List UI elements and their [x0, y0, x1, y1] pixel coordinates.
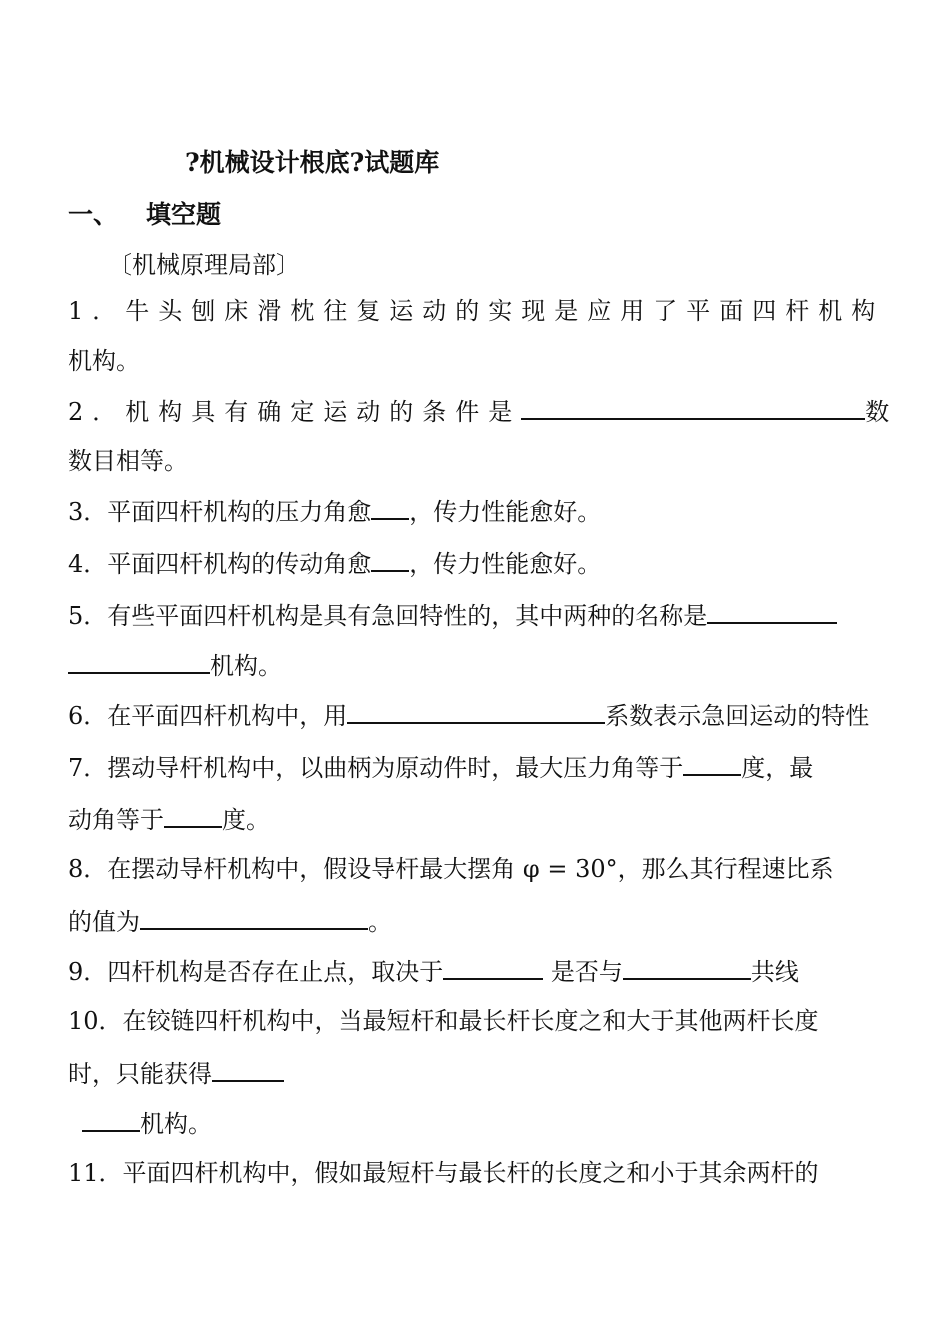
question-4-text: 4．平面四杆机构的传动角愈	[68, 550, 372, 578]
question-9-text-end: 共线	[750, 958, 799, 986]
question-9-text: 9．四杆机构是否存在止点，取决于	[68, 958, 444, 986]
document-title: ?机械设计根底?试题库	[185, 148, 440, 177]
question-9-text-mid: 是否与	[543, 958, 623, 986]
question-3	[68, 496, 601, 527]
answer-blank[interactable]	[707, 600, 837, 624]
answer-blank[interactable]	[371, 496, 409, 520]
question-3-text: 3．平面四杆机构的压力角愈	[68, 498, 372, 526]
question-5-line-1	[68, 600, 837, 631]
question-10-line-3	[82, 1108, 212, 1139]
question-8-text: 的值为	[68, 908, 140, 936]
question-8-line-1: 8．在摆动导杆机构中，假设导杆最大摆角 φ = 30°，那么其行程速比系	[68, 855, 834, 883]
question-7-text-2: 动角等于	[68, 806, 164, 834]
question-11-line-1: 11．平面四杆机构中，假如最短杆与最长杆的长度之和小于其余两杆的	[68, 1159, 819, 1187]
section-heading	[68, 195, 221, 231]
question-8-text-end: 。	[368, 908, 392, 936]
answer-blank[interactable]	[164, 804, 222, 828]
answer-blank[interactable]	[82, 1108, 140, 1132]
question-9	[68, 956, 799, 987]
question-6-text-end: 系数表示急回运动的特性	[605, 702, 870, 730]
question-7-text-end-2: 度。	[222, 806, 270, 834]
answer-blank[interactable]	[521, 396, 865, 420]
answer-blank[interactable]	[140, 906, 368, 930]
question-7-line-1	[68, 752, 813, 783]
answer-blank[interactable]	[212, 1058, 284, 1082]
question-2-line-2: 数目相等。	[68, 447, 188, 475]
question-5-line-2	[68, 650, 282, 681]
subsection-label: 〔机械原理局部〕	[108, 251, 300, 279]
question-7-text-end: 度，最	[741, 754, 814, 782]
question-4	[68, 548, 601, 579]
answer-blank[interactable]	[371, 548, 409, 572]
question-5-text-end: 机构。	[210, 652, 282, 680]
question-2-line-1	[68, 396, 889, 427]
answer-blank[interactable]	[347, 700, 605, 724]
question-4-text-end: ，传力性能愈好。	[409, 550, 602, 578]
answer-blank[interactable]	[68, 650, 210, 674]
answer-blank[interactable]	[623, 956, 751, 980]
question-2-text: 2．机构具有确定运动的条件是	[68, 398, 522, 426]
answer-blank[interactable]	[683, 752, 741, 776]
question-10-line-1: 10．在铰链四杆机构中，当最短杆和最长杆长度之和大于其他两杆长度	[68, 1007, 819, 1035]
question-3-text-end: ，传力性能愈好。	[409, 498, 602, 526]
question-7-line-2	[68, 804, 270, 835]
answer-blank[interactable]	[443, 956, 543, 980]
question-8-line-2	[68, 906, 392, 937]
question-7-text: 7．摆动导杆机构中，以曲柄为原动件时，最大压力角等于	[68, 754, 684, 782]
question-1-line-1: 1．牛头刨床滑枕往复运动的实现是应用了平面四杆机构	[68, 297, 885, 325]
question-2-text-end: 数	[865, 398, 890, 426]
question-10-text: 时，只能获得	[68, 1060, 212, 1088]
question-10-line-2	[68, 1058, 284, 1089]
question-1-line-2: 机构。	[68, 347, 140, 375]
section-title: 填空题	[146, 200, 222, 229]
question-6	[68, 700, 869, 731]
question-5-text: 5．有些平面四杆机构是具有急回特性的，其中两种的名称是	[68, 602, 708, 630]
section-number: 一、	[68, 200, 119, 229]
question-6-text: 6．在平面四杆机构中，用	[68, 702, 348, 730]
question-10-text-end: 机构。	[140, 1110, 212, 1138]
